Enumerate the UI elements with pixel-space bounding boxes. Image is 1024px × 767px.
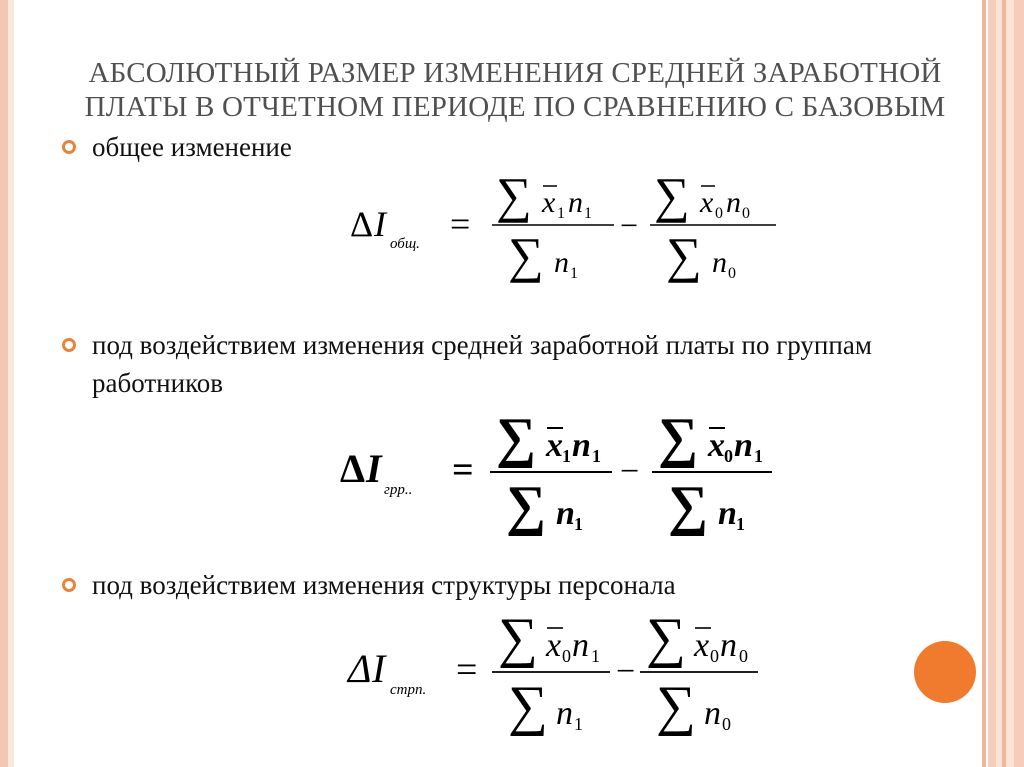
svg-text:∑: ∑ bbox=[646, 607, 686, 669]
svg-text:1: 1 bbox=[562, 446, 571, 466]
svg-text:∑: ∑ bbox=[666, 227, 702, 283]
svg-text:I: I bbox=[366, 446, 382, 491]
svg-text:1: 1 bbox=[574, 714, 583, 734]
svg-text:1: 1 bbox=[557, 205, 565, 222]
svg-text:0: 0 bbox=[710, 646, 719, 666]
formula-subscript: стрп. bbox=[390, 682, 427, 698]
svg-text:x: x bbox=[546, 627, 562, 664]
formula-subscript: грр.. bbox=[384, 482, 413, 498]
svg-text:0: 0 bbox=[562, 646, 571, 666]
svg-text:∑: ∑ bbox=[496, 407, 536, 469]
title-line-2: ПЛАТЫ В ОТЧЕТНОМ ПЕРИОДЕ ПО СРАВНЕНИЮ С БАЗОВЫМ bbox=[84, 91, 946, 123]
left-border-decoration bbox=[0, 0, 14, 767]
svg-text:∑: ∑ bbox=[506, 475, 546, 537]
svg-text:∑: ∑ bbox=[508, 227, 544, 283]
svg-text:0: 0 bbox=[715, 205, 723, 222]
slide-title bbox=[40, 56, 990, 124]
svg-text:I: I bbox=[374, 204, 386, 244]
svg-text:n: n bbox=[554, 246, 569, 279]
svg-text:1: 1 bbox=[574, 514, 583, 534]
bullet-text: общее изменение bbox=[92, 132, 292, 162]
svg-text:1: 1 bbox=[570, 265, 578, 282]
svg-text:∑: ∑ bbox=[668, 475, 708, 537]
svg-text:∑: ∑ bbox=[654, 167, 690, 223]
svg-text:0: 0 bbox=[728, 265, 736, 282]
svg-text:n: n bbox=[556, 695, 573, 732]
svg-text:n: n bbox=[726, 186, 741, 219]
bullet-total-change bbox=[62, 128, 862, 166]
formula-group-wage-change bbox=[340, 400, 780, 540]
formula-structure-change bbox=[348, 600, 768, 740]
svg-text:Δ: Δ bbox=[340, 446, 366, 491]
svg-text:n: n bbox=[572, 627, 589, 664]
svg-text:x: x bbox=[708, 427, 725, 464]
svg-text:n: n bbox=[568, 186, 583, 219]
orange-circle-decoration bbox=[914, 641, 976, 703]
svg-text:n: n bbox=[720, 627, 737, 664]
svg-text:I: I bbox=[372, 646, 386, 691]
svg-text:1: 1 bbox=[754, 446, 763, 466]
svg-text:∑: ∑ bbox=[496, 167, 532, 223]
svg-text:1: 1 bbox=[591, 646, 600, 666]
svg-text:x: x bbox=[700, 186, 714, 219]
svg-text:n: n bbox=[718, 495, 737, 532]
svg-text:0: 0 bbox=[724, 446, 733, 466]
svg-text:−: − bbox=[620, 207, 639, 243]
svg-text:−: − bbox=[620, 453, 640, 490]
svg-text:x: x bbox=[694, 627, 710, 664]
bullet-circle-icon bbox=[62, 578, 76, 592]
svg-text:1: 1 bbox=[736, 514, 745, 534]
svg-text:=: = bbox=[450, 204, 471, 244]
svg-text:x: x bbox=[542, 186, 556, 219]
svg-text:∑: ∑ bbox=[508, 675, 548, 737]
formula-subscript: общ. bbox=[390, 236, 420, 252]
bullet-circle-icon bbox=[62, 338, 76, 352]
bullet-text: под воздействием изменения структуры персонала bbox=[92, 570, 676, 600]
svg-text:Δ: Δ bbox=[348, 646, 372, 691]
svg-text:0: 0 bbox=[722, 714, 731, 734]
svg-text:0: 0 bbox=[739, 646, 748, 666]
svg-text:n: n bbox=[734, 427, 753, 464]
svg-text:n: n bbox=[556, 495, 575, 532]
bullet-group-wage-change bbox=[62, 326, 962, 402]
svg-text:Δ: Δ bbox=[350, 204, 374, 244]
title-line-1: АБСОЛЮТНЫЙ РАЗМЕР ИЗМЕНЕНИЯ СРЕДНЕЙ ЗАРАБОТНОЙ bbox=[88, 57, 942, 89]
svg-text:n: n bbox=[712, 246, 727, 279]
svg-text:=: = bbox=[452, 449, 474, 491]
bullet-circle-icon bbox=[62, 140, 76, 154]
bullet-text: под воздействием изменения средней заработной платы по группам работников bbox=[92, 330, 872, 398]
svg-text:n: n bbox=[572, 427, 591, 464]
svg-text:∑: ∑ bbox=[656, 675, 696, 737]
svg-text:∑: ∑ bbox=[658, 407, 698, 469]
svg-text:x: x bbox=[546, 427, 563, 464]
formula-total-change bbox=[350, 168, 790, 288]
svg-text:n: n bbox=[704, 695, 721, 732]
svg-text:=: = bbox=[456, 649, 478, 691]
svg-text:1: 1 bbox=[592, 446, 601, 466]
svg-text:0: 0 bbox=[742, 205, 750, 222]
bullet-structure-change bbox=[62, 566, 962, 604]
svg-text:−: − bbox=[616, 653, 636, 690]
svg-text:∑: ∑ bbox=[498, 607, 538, 669]
svg-text:1: 1 bbox=[584, 205, 592, 222]
